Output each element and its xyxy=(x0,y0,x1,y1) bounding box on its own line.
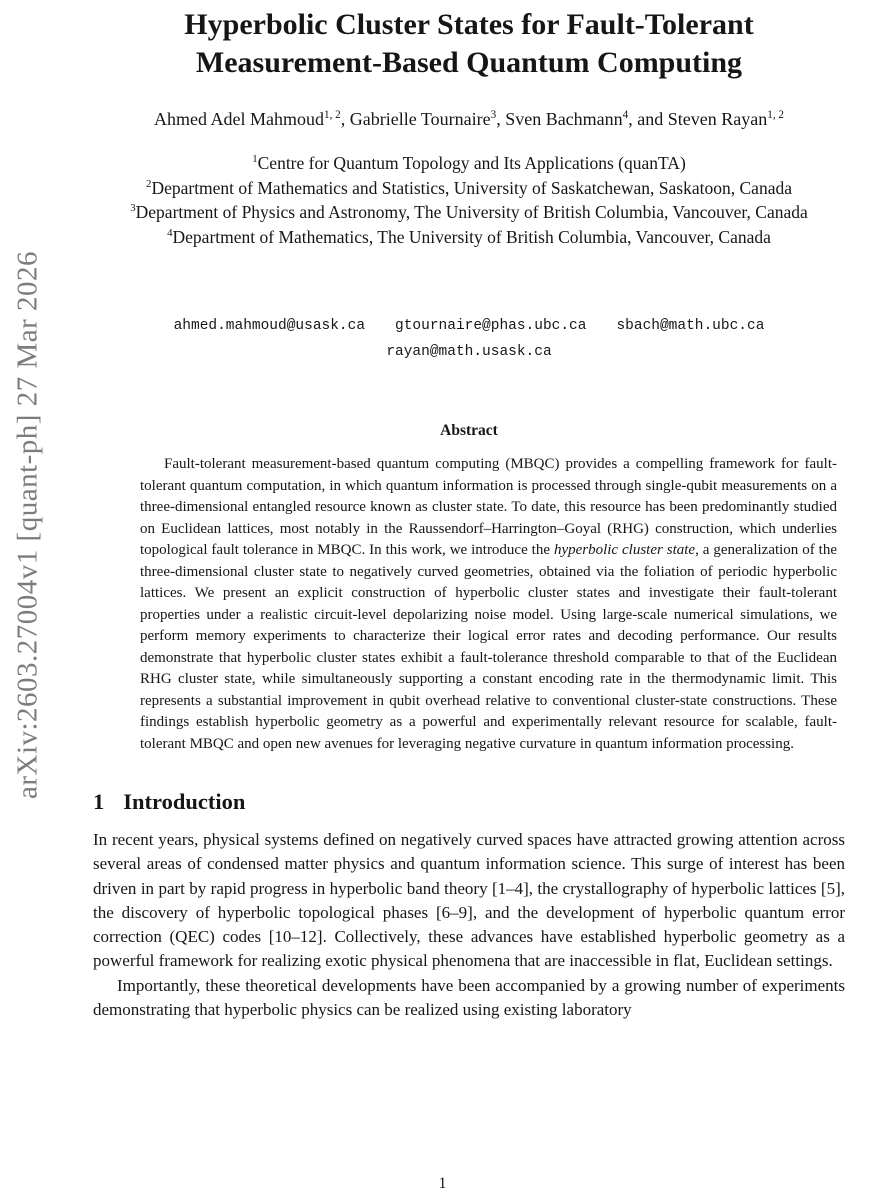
author-name: Steven Rayan xyxy=(667,109,768,129)
affiliation-line xyxy=(93,151,845,176)
section-title: Introduction xyxy=(123,789,246,814)
paper-title-line2: Measurement-Based Quantum Computing xyxy=(195,46,743,79)
affiliation-number: 3 xyxy=(130,202,136,215)
affiliations-block xyxy=(93,151,845,249)
author-name: Gabrielle Tournaire xyxy=(349,109,491,129)
email-row-2 xyxy=(93,339,845,365)
author-separator: , xyxy=(340,109,350,129)
affiliation-text: Centre for Quantum Topology and Its Applications (quanTA) xyxy=(257,153,686,173)
arxiv-watermark: arXiv:2603.27004v1 [quant-ph] 27 Mar 2026 xyxy=(11,250,44,800)
author-name: Sven Bachmann xyxy=(505,109,623,129)
abstract-part1: Fault-tolerant measurement-based quantum computing (MBQC) provides a compelling framework for fault-tolerant quantum computation, in which quantum information is processed through single-qubit measurements on a three-dimensional entangled resource known as cluster state. To date, this resource has been predominantly studied on Euclidean lattices, most notably in the Raussendorf–Harrington–Goyal (RHG) construction, which underlies topological fault tolerance in MBQC. In this work, we introduce the xyxy=(140,456,837,558)
emails-block xyxy=(93,313,845,365)
email-address: rayan@math.usask.ca xyxy=(386,344,552,360)
affiliation-number: 4 xyxy=(167,226,173,239)
author-separator: , and xyxy=(628,109,668,129)
email-row-1 xyxy=(93,313,845,339)
abstract-part2: , a generalization of the three-dimensional cluster state to negatively curved geometries, obtained via the foliation of periodic hyperbolic lattices. We present an explicit construction of hyperbolic cluster states and investigate their fault-tolerant properties under a realistic circuit-level depolarizing noise model. Using large-scale numerical simulations, we perform memory experiments to characterize their logical error rates and decoding performance. Our results demonstrate that hyperbolic cluster states exhibit a fault-tolerance threshold comparable to that of the Euclidean RHG cluster state, while simultaneously supporting a constant encoding rate in the thermodynamic limit. This represents a substantial improvement in qubit overhead relative to conventional cluster-state constructions. These findings establish hyperbolic geometry as a powerful and experimentally relevant resource for scalable, fault-tolerant MBQC and open new avenues for leveraging negative curvature in quantum information processing. xyxy=(140,542,837,752)
author-affil-sup: 3 xyxy=(490,109,497,121)
author-name: Ahmed Adel Mahmoud xyxy=(154,109,325,129)
abstract-text xyxy=(140,454,837,755)
section-1-heading xyxy=(93,789,845,815)
affiliation-text: Department of Mathematics, The University of British Columbia, Vancouver, Canada xyxy=(172,226,771,247)
affiliation-text: Department of Mathematics and Statistics, University of Saskatchewan, Saskatoon, Canada xyxy=(151,177,792,198)
affiliation-number: 2 xyxy=(146,177,152,190)
paper-title-line1: Hyperbolic Cluster States for Fault-Tolerant xyxy=(184,8,754,41)
email-address: gtournaire@phas.ubc.ca xyxy=(395,318,587,334)
author-affil-sup: 4 xyxy=(622,109,629,121)
affiliation-line xyxy=(93,176,845,201)
intro-paragraph-1: In recent years, physical systems defined on negatively curved spaces have attracted growing attention across several areas of condensed matter physics and quantum information science. This surge of interest has been driven in part by rapid progress in hyperbolic band theory [1–4], the crystallography of hyperbolic lattices [5], the discovery of hyperbolic topological phases [6–9], and the development of hyperbolic quantum error correction (QEC) codes [10–12]. Collectively, these advances have established hyperbolic geometry as a powerful framework for realizing exotic physical phenomena that are inaccessible in flat, Euclidean settings. xyxy=(93,830,845,971)
author-separator: , xyxy=(496,109,506,129)
affiliation-line xyxy=(93,200,845,225)
page-number: 1 xyxy=(438,1175,447,1192)
email-address: sbach@math.ubc.ca xyxy=(616,318,765,334)
author-affil-sup: 1, 2 xyxy=(767,109,784,121)
affiliation-line xyxy=(93,225,845,250)
abstract-heading: Abstract xyxy=(440,422,498,439)
affiliation-text: Department of Physics and Astronomy, The University of British Columbia, Vancouver, Canada xyxy=(135,202,808,222)
section-number: 1 xyxy=(93,789,105,814)
abstract-italic-term: hyperbolic cluster state xyxy=(553,542,696,558)
email-address: ahmed.mahmoud@usask.ca xyxy=(173,318,366,334)
paper-title xyxy=(93,6,845,82)
author-affil-sup: 1, 2 xyxy=(324,109,341,121)
affiliation-number: 1 xyxy=(252,153,258,166)
author-line xyxy=(93,109,845,130)
intro-paragraph-2: Importantly, these theoretical developments have been accompanied by a growing number of experiments demonstrating that hyperbolic physics can be realized using existing laboratory xyxy=(93,975,845,1020)
